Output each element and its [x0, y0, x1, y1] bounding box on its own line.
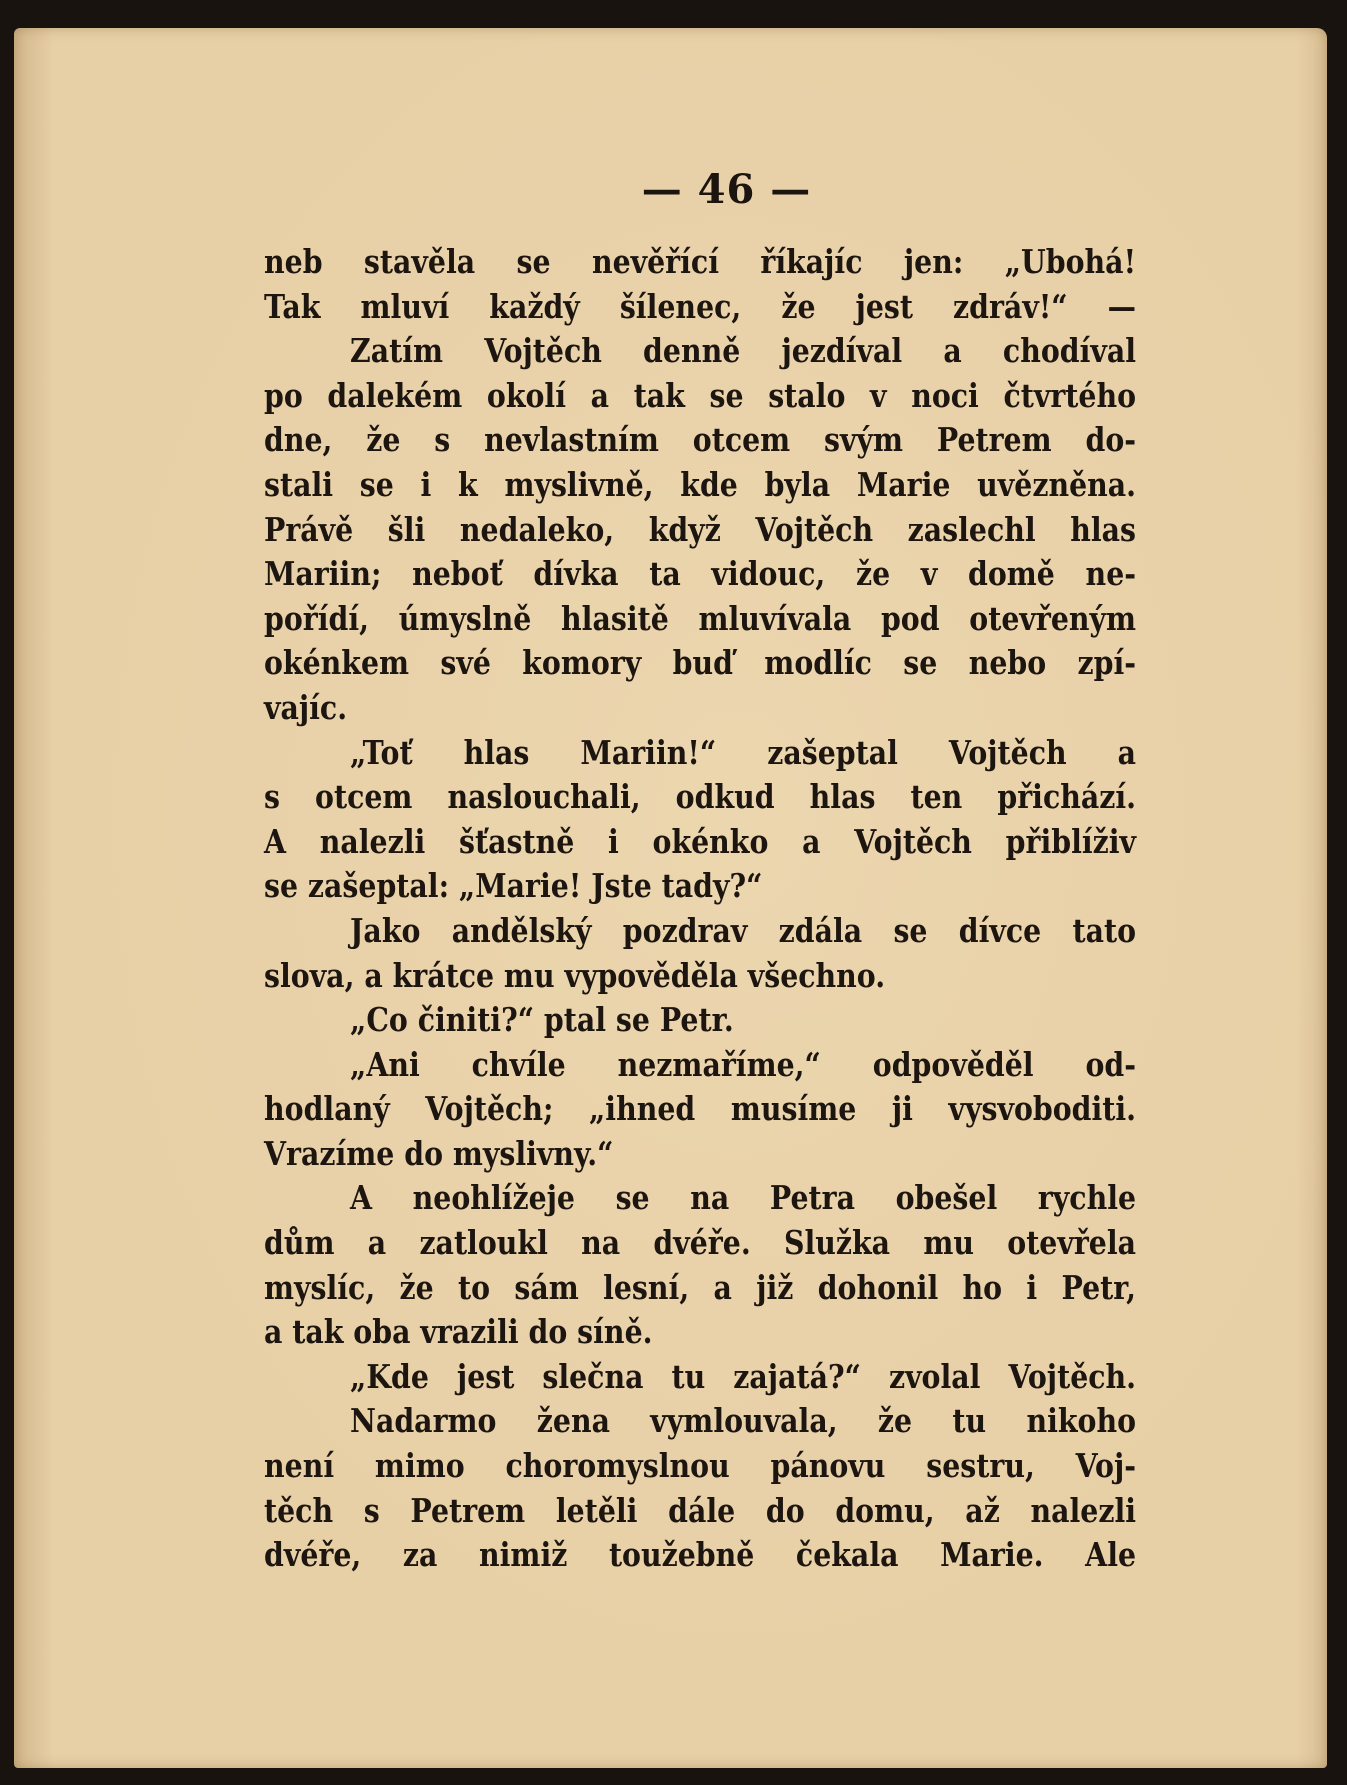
text-line: a tak oba vrazili do síně.: [264, 1312, 653, 1352]
body-text: [264, 240, 1136, 1578]
text-line: dne, že s nevlastním otcem svým Petrem do-: [264, 420, 1137, 460]
text-line: Zatím Vojtěch denně jezdíval a chodíval: [350, 331, 1137, 371]
text-line: pořídí, úmyslně hlasitě mluvívala pod otevřeným: [264, 598, 1137, 638]
text-line: „Co činiti?“ ptal se Petr.: [350, 1000, 734, 1040]
text-line: „Ani chvíle nezmaříme,“ odpověděl od-: [350, 1044, 1137, 1084]
text-line: A neohlížeje se na Petra obešel rychle: [350, 1178, 1137, 1218]
text-line: okénkem své komory buď modlíc se nebo zpí-: [264, 643, 1137, 683]
text-line: Nadarmo žena vymlouvala, že tu nikoho: [350, 1401, 1137, 1441]
text-line: se zašeptal: „Marie! Jste tady?“: [264, 866, 763, 906]
text-line: vajíc.: [264, 687, 348, 727]
text-line: slova, a krátce mu vypověděla všechno.: [264, 955, 886, 995]
text-line: Tak mluví každý šílenec, že jest zdráv!“ —: [264, 286, 1137, 326]
text-line: stali se i k myslivně, kde byla Marie uvězněna.: [264, 464, 1137, 504]
text-line: A nalezli šťastně i okénko a Vojtěch přiblíživ: [264, 821, 1137, 861]
text-line: Právě šli nedaleko, když Vojtěch zaslechl hlas: [264, 509, 1137, 549]
text-line: Vrazíme do myslivny.“: [264, 1133, 614, 1173]
text-line: těch s Petrem letěli dále do domu, až nalezli: [264, 1490, 1137, 1530]
text-line: dvéře, za nimiž toužebně čekala Marie. Ale: [264, 1535, 1137, 1575]
text-line: myslíc, že to sám lesní, a již dohonil ho i Petr,: [264, 1267, 1137, 1307]
text-line: s otcem naslouchali, odkud hlas ten přichází.: [264, 777, 1137, 817]
text-line: dům a zatloukl na dvéře. Služka mu otevřela: [264, 1223, 1137, 1263]
text-line: Mariin; neboť dívka ta vidouc, že v domě ne-: [264, 554, 1137, 594]
text-line: „Toť hlas Mariin!“ zašeptal Vojtěch a: [350, 732, 1137, 772]
text-line: po dalekém okolí a tak se stalo v noci čtvrtého: [264, 375, 1137, 415]
text-line: „Kde jest slečna tu zajatá?“ zvolal Vojtěch.: [350, 1356, 1137, 1396]
text-line: není mimo choromyslnou pánovu sestru, Voj-: [264, 1446, 1137, 1486]
text-line: hodlaný Vojtěch; „ihned musíme ji vysvoboditi.: [264, 1089, 1137, 1129]
text-line: neb stavěla se nevěřící říkajíc jen: „Ubohá!: [264, 242, 1137, 281]
text-line: Jako andělský pozdrav zdála se dívce tato: [350, 910, 1137, 950]
page-number: — 46 —: [641, 166, 812, 213]
